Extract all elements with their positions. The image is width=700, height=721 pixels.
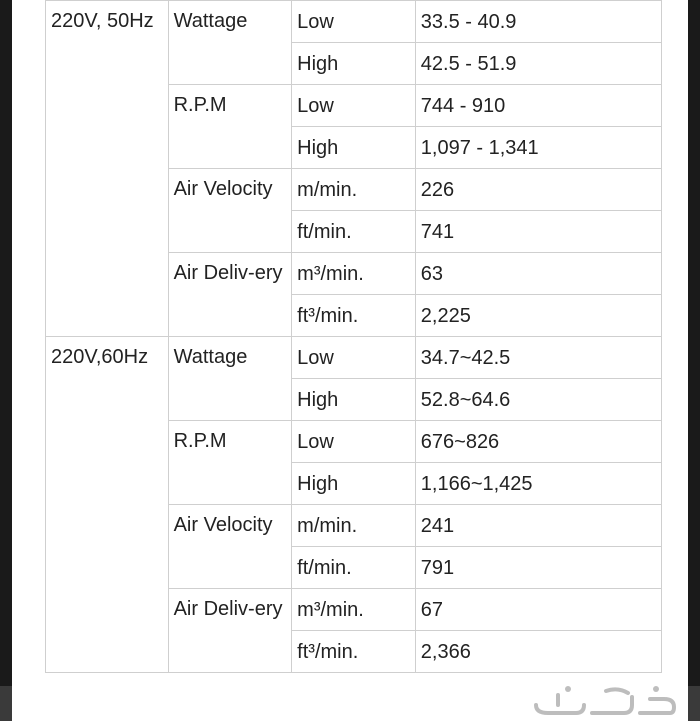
param-name-cell: Air Deliv-ery [168,589,292,673]
value-cell: 2,225 [415,295,661,337]
param-name-cell: Air Velocity [168,505,292,589]
value-cell: 1,097 - 1,341 [415,127,661,169]
unit-cell: m/min. [292,169,416,211]
value-cell: 241 [415,505,661,547]
left-dark-edge [0,0,12,721]
unit-cell: ft³/min. [292,631,416,673]
value-cell: 744 - 910 [415,85,661,127]
right-dark-edge [688,0,700,721]
page-sheet [12,0,688,721]
supply-cell: 220V, 50Hz [46,1,169,337]
unit-cell: Low [292,1,416,43]
unit-cell: m³/min. [292,253,416,295]
unit-cell: m³/min. [292,589,416,631]
unit-cell: Low [292,85,416,127]
value-cell: 34.7~42.5 [415,337,661,379]
param-name-cell: Wattage [168,337,292,421]
unit-cell: m/min. [292,505,416,547]
haraj-watermark-logo [528,681,678,717]
value-cell: 67 [415,589,661,631]
value-cell: 42.5 - 51.9 [415,43,661,85]
value-cell: 1,166~1,425 [415,463,661,505]
param-name-cell: R.P.M [168,421,292,505]
table-row [46,337,662,379]
unit-cell: High [292,463,416,505]
unit-cell: ft/min. [292,547,416,589]
left-dark-edge-lower [0,686,12,721]
param-name-cell: Air Deliv-ery [168,253,292,337]
table-row [46,1,662,43]
value-cell: 226 [415,169,661,211]
unit-cell: Low [292,337,416,379]
unit-cell: High [292,43,416,85]
unit-cell: High [292,127,416,169]
value-cell: 2,366 [415,631,661,673]
value-cell: 741 [415,211,661,253]
param-name-cell: Air Velocity [168,169,292,253]
param-name-cell: Wattage [168,1,292,85]
param-name-cell: R.P.M [168,85,292,169]
supply-cell: 220V,60Hz [46,337,169,673]
right-dark-edge-lower [688,686,700,721]
value-cell: 63 [415,253,661,295]
unit-cell: ft³/min. [292,295,416,337]
value-cell: 676~826 [415,421,661,463]
unit-cell: High [292,379,416,421]
unit-cell: ft/min. [292,211,416,253]
value-cell: 52.8~64.6 [415,379,661,421]
value-cell: 33.5 - 40.9 [415,1,661,43]
unit-cell: Low [292,421,416,463]
spec-table [45,0,662,673]
value-cell: 791 [415,547,661,589]
